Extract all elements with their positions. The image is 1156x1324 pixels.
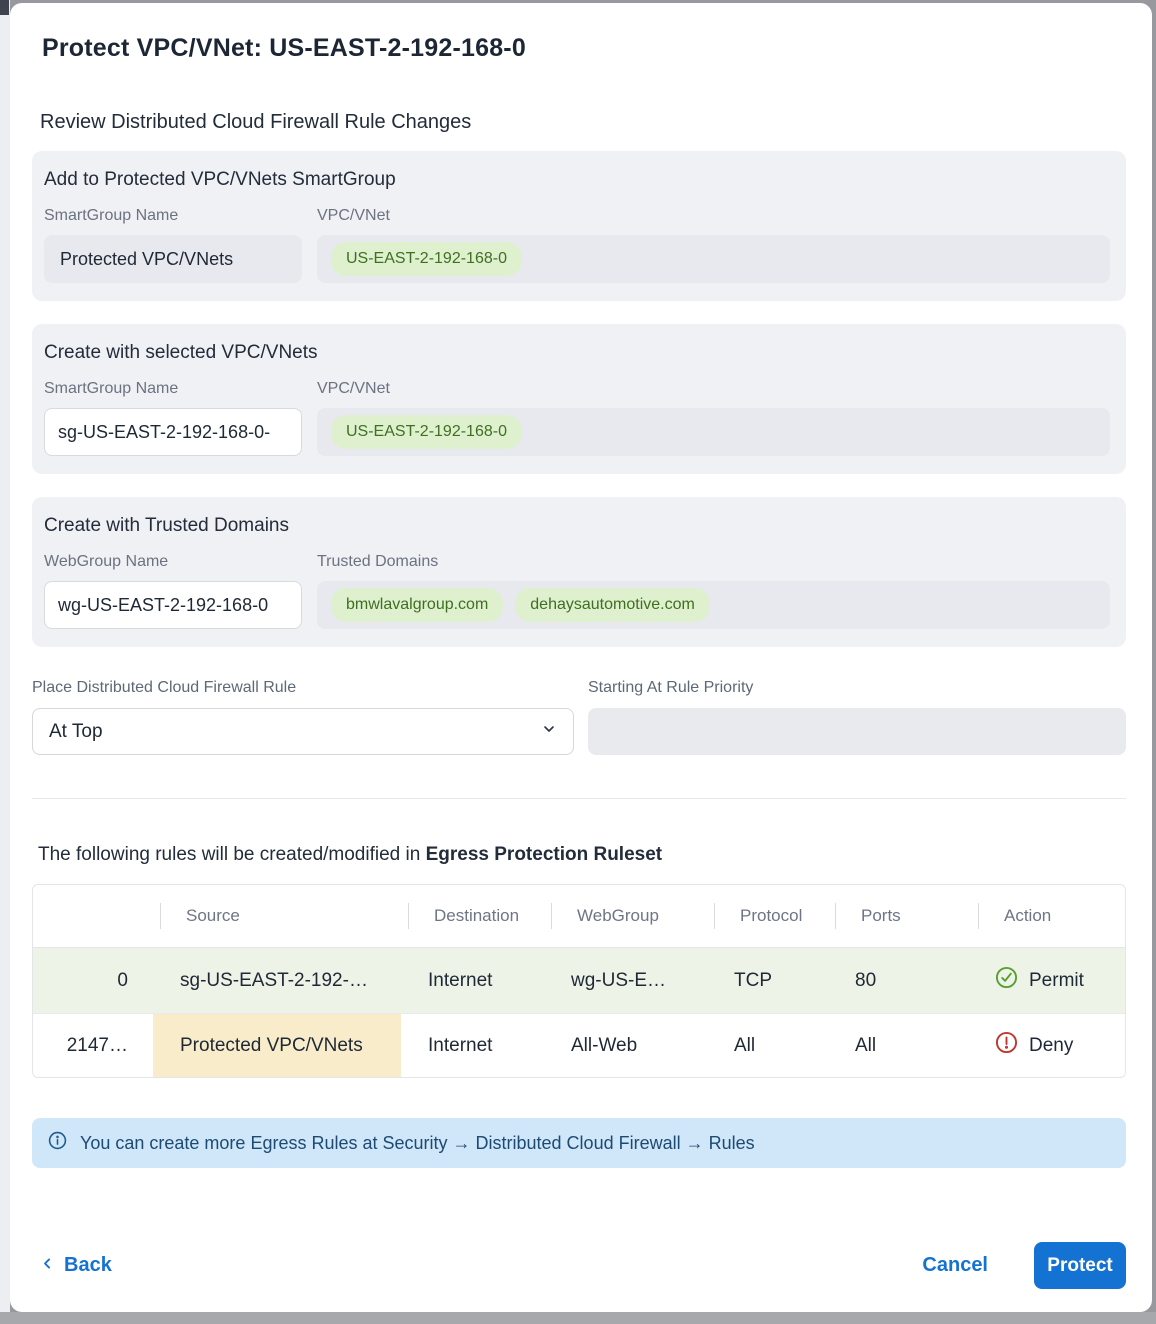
protect-button[interactable]: Protect (1034, 1242, 1126, 1289)
cell-source: sg-US-EAST-2-192-… (180, 969, 368, 991)
cell-action (971, 948, 1125, 1013)
smartgroup-name-field-group (44, 380, 302, 456)
page-backdrop-left (0, 0, 10, 1312)
trusted-domains-chips-field (317, 581, 1110, 629)
table-header-row (33, 885, 1125, 947)
trusted-domains-label: Trusted Domains (317, 553, 439, 570)
rules-table (32, 884, 1126, 1078)
webgroup-name-field-group (44, 553, 302, 629)
vpc-vnet-chips-field (317, 408, 1110, 456)
vpc-chip: US-EAST-2-192-168-0 (331, 415, 522, 449)
vpc-vnet-label: VPC/VNet (317, 380, 390, 397)
cancel-button[interactable]: Cancel (916, 1253, 994, 1278)
priority-field-group (588, 679, 1126, 755)
placement-field-group (32, 679, 574, 755)
priority-label: Starting At Rule Priority (588, 679, 754, 696)
cell-destination: Internet (428, 1034, 493, 1056)
cell-ports: All (855, 1034, 877, 1056)
domain-chip: bmwlavalgroup.com (331, 588, 503, 622)
smartgroup-name-input[interactable] (44, 408, 302, 456)
trusted-domains-field-group (317, 553, 1110, 629)
rules-intro (38, 844, 1126, 866)
page-backdrop-bottom (0, 1312, 1156, 1324)
header-cell-action: Action (971, 885, 1125, 947)
permit-check-circle-icon (995, 966, 1018, 995)
webgroup-name-label: WebGroup Name (44, 553, 169, 570)
card-title: Create with selected VPC/VNets (44, 342, 318, 363)
smartgroup-name-label: SmartGroup Name (44, 207, 179, 224)
review-subtitle: Review Distributed Cloud Firewall Rule Changes (40, 111, 472, 133)
card-title: Add to Protected VPC/VNets SmartGroup (44, 169, 396, 190)
deny-label: Deny (1029, 1034, 1074, 1056)
rule-priority-input (588, 708, 1126, 755)
modal-footer (32, 1242, 1126, 1289)
table-row-permit (33, 947, 1125, 1013)
header-cell-protocol: Protocol (707, 885, 828, 947)
vpc-chip: US-EAST-2-192-168-0 (331, 242, 522, 276)
cell-source-highlighted: Protected VPC/VNets (153, 1014, 401, 1077)
cell-priority: 0 (117, 969, 128, 991)
protect-vpc-modal (10, 3, 1152, 1312)
header-cell-priority (33, 885, 153, 947)
vpc-vnet-label: VPC/VNet (317, 207, 390, 224)
smartgroup-name-field-group (44, 207, 302, 283)
info-banner-text: You can create more Egress Rules at Security → Distributed Cloud Firewall → Rules (80, 1132, 755, 1153)
back-button[interactable] (40, 1254, 112, 1277)
cell-webgroup: wg-US-E… (571, 969, 667, 991)
placement-select[interactable] (32, 708, 574, 755)
vpc-vnet-chips-field (317, 235, 1110, 283)
cell-destination: Internet (428, 969, 493, 991)
header-cell-source: Source (153, 885, 401, 947)
cell-protocol: TCP (734, 969, 772, 991)
ruleset-name: Egress Protection Ruleset (425, 844, 663, 865)
rules-intro-text: The following rules will be created/modified in (38, 844, 426, 865)
cell-ports: 80 (855, 969, 877, 991)
cell-protocol: All (734, 1034, 756, 1056)
smartgroup-name-readonly-field: Protected VPC/VNets (44, 235, 302, 283)
header-cell-ports: Ports (828, 885, 971, 947)
smartgroup-name-label: SmartGroup Name (44, 380, 179, 397)
page-title: Protect VPC/VNet: US-EAST-2-192-168-0 (42, 34, 526, 62)
divider (32, 798, 1126, 799)
card-create-with-trusted-domains (32, 497, 1126, 647)
vpc-vnet-field-group (317, 380, 1110, 456)
cell-priority: 2147… (66, 1034, 128, 1056)
cell-action (971, 1014, 1125, 1077)
placement-select-value: At Top (49, 720, 103, 742)
header-cell-webgroup: WebGroup (544, 885, 707, 947)
info-icon (48, 1131, 67, 1155)
card-create-with-selected-vpcs (32, 324, 1126, 474)
table-row-deny (33, 1013, 1125, 1077)
chevron-left-icon (40, 1254, 55, 1277)
chevron-down-icon (541, 721, 557, 743)
deny-alert-circle-icon (995, 1031, 1018, 1060)
card-title: Create with Trusted Domains (44, 515, 289, 536)
webgroup-name-input[interactable] (44, 581, 302, 629)
page-backdrop-corner (0, 0, 9, 15)
domain-chip: dehaysautomotive.com (515, 588, 710, 622)
vpc-vnet-field-group (317, 207, 1110, 283)
info-banner (32, 1118, 1126, 1168)
back-label: Back (64, 1254, 112, 1276)
header-cell-destination: Destination (401, 885, 544, 947)
cell-webgroup: All-Web (571, 1034, 638, 1056)
placement-label: Place Distributed Cloud Firewall Rule (32, 679, 297, 696)
permit-label: Permit (1029, 969, 1084, 991)
card-add-to-protected-smartgroup (32, 151, 1126, 301)
